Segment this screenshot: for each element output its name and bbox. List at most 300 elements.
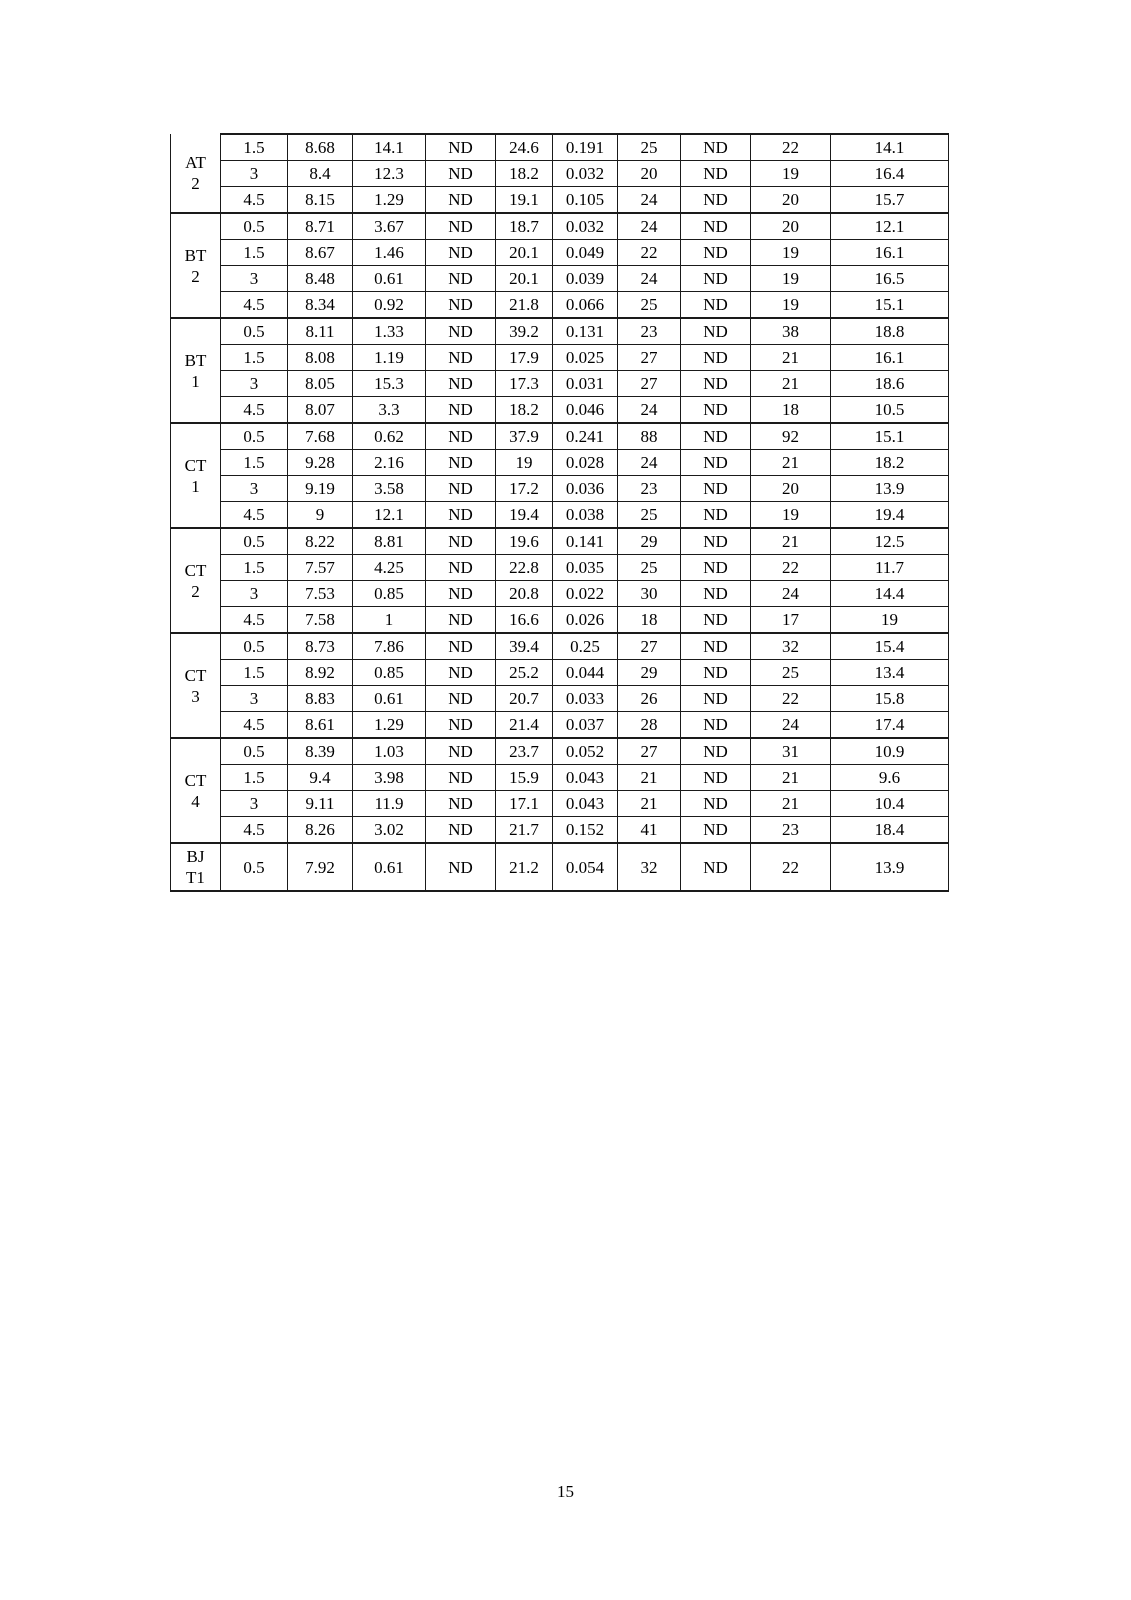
table-cell: 17.2 — [496, 476, 553, 502]
table-cell: 15.3 — [353, 371, 426, 397]
table-cell: 11.9 — [353, 791, 426, 817]
table-cell: ND — [681, 397, 751, 424]
table-cell: 32 — [618, 843, 681, 891]
table-row — [171, 528, 949, 555]
table-cell: 39.2 — [496, 318, 553, 345]
table-cell: 0.022 — [553, 581, 618, 607]
table-cell: 8.81 — [353, 528, 426, 555]
table-cell: ND — [681, 476, 751, 502]
table-cell: 19 — [751, 240, 831, 266]
table-cell: 7.53 — [288, 581, 353, 607]
table-cell: 15.8 — [831, 686, 949, 712]
table-cell: 0.033 — [553, 686, 618, 712]
table-cell: 9.11 — [288, 791, 353, 817]
table-row-group — [171, 423, 949, 528]
table-cell: 26 — [618, 686, 681, 712]
table-cell: 0.043 — [553, 765, 618, 791]
table-cell: 9.4 — [288, 765, 353, 791]
table-row — [171, 266, 949, 292]
table-cell: 0.5 — [221, 528, 288, 555]
table-cell: ND — [426, 371, 496, 397]
table-cell: 24 — [618, 213, 681, 240]
table-cell: 4.5 — [221, 397, 288, 424]
table-cell: 0.025 — [553, 345, 618, 371]
table-cell: 28 — [618, 712, 681, 739]
table-cell: ND — [426, 476, 496, 502]
table-cell: 24 — [751, 712, 831, 739]
table-cell: 0.039 — [553, 266, 618, 292]
table-cell: 0.054 — [553, 843, 618, 891]
table-cell: 12.3 — [353, 161, 426, 187]
table-row — [171, 607, 949, 634]
table-cell: 0.191 — [553, 134, 618, 161]
table-cell: ND — [681, 817, 751, 844]
table-row-group — [171, 213, 949, 318]
table-cell: ND — [426, 581, 496, 607]
table-cell: 15.9 — [496, 765, 553, 791]
table-cell: 22 — [751, 555, 831, 581]
table-cell: 18.2 — [496, 161, 553, 187]
row-group-label: AT 2 — [171, 134, 221, 213]
table-cell: 21 — [751, 765, 831, 791]
table-cell: 23 — [618, 476, 681, 502]
table-cell: ND — [426, 738, 496, 765]
table-cell: ND — [681, 633, 751, 660]
table-cell: 1.29 — [353, 187, 426, 214]
table-cell: 0.052 — [553, 738, 618, 765]
table-cell: 19.6 — [496, 528, 553, 555]
table-cell: 8.83 — [288, 686, 353, 712]
table-cell: 13.9 — [831, 843, 949, 891]
table-cell: ND — [426, 134, 496, 161]
table-cell: 0.035 — [553, 555, 618, 581]
table-cell: 0.152 — [553, 817, 618, 844]
table-cell: 39.4 — [496, 633, 553, 660]
table-cell: ND — [681, 213, 751, 240]
table-cell: ND — [426, 843, 496, 891]
table-cell: ND — [426, 817, 496, 844]
table-cell: 10.9 — [831, 738, 949, 765]
table-cell: ND — [426, 555, 496, 581]
table-cell: ND — [681, 686, 751, 712]
table-cell: ND — [681, 318, 751, 345]
table-cell: 1.5 — [221, 134, 288, 161]
table-row-group — [171, 528, 949, 633]
table-row — [171, 371, 949, 397]
table-cell: 19 — [751, 292, 831, 319]
table-cell: ND — [426, 345, 496, 371]
table-cell: 19.4 — [831, 502, 949, 529]
table-cell: ND — [681, 240, 751, 266]
table-cell: 21 — [618, 791, 681, 817]
table-cell: 24 — [618, 187, 681, 214]
table-row — [171, 213, 949, 240]
table-cell: 8.67 — [288, 240, 353, 266]
table-cell: 0.131 — [553, 318, 618, 345]
table-cell: 9 — [288, 502, 353, 529]
table-row — [171, 161, 949, 187]
table-cell: 3 — [221, 161, 288, 187]
table-cell: ND — [681, 266, 751, 292]
table-cell: 21 — [751, 371, 831, 397]
table-cell: ND — [426, 397, 496, 424]
table-cell: 4.5 — [221, 712, 288, 739]
table-cell: 15.4 — [831, 633, 949, 660]
table-cell: 27 — [618, 738, 681, 765]
table-cell: 29 — [618, 528, 681, 555]
table-cell: 37.9 — [496, 423, 553, 450]
table-cell: 25.2 — [496, 660, 553, 686]
table-cell: 12.1 — [353, 502, 426, 529]
table-cell: ND — [426, 423, 496, 450]
table-cell: 17 — [751, 607, 831, 634]
table-cell: 10.5 — [831, 397, 949, 424]
table-cell: 0.5 — [221, 633, 288, 660]
table-cell: 15.7 — [831, 187, 949, 214]
table-cell: 9.6 — [831, 765, 949, 791]
table-cell: 17.3 — [496, 371, 553, 397]
table-row — [171, 843, 949, 891]
table-cell: 16.4 — [831, 161, 949, 187]
table-cell: ND — [681, 712, 751, 739]
table-cell: 17.4 — [831, 712, 949, 739]
table-cell: ND — [681, 765, 751, 791]
table-cell: 1.5 — [221, 555, 288, 581]
table-cell: 14.4 — [831, 581, 949, 607]
table-row — [171, 686, 949, 712]
table-cell: ND — [681, 791, 751, 817]
table-cell: ND — [681, 660, 751, 686]
page-number: 15 — [557, 1482, 574, 1501]
table-cell: 8.08 — [288, 345, 353, 371]
table-row — [171, 397, 949, 424]
table-cell: ND — [426, 240, 496, 266]
table-cell: 25 — [618, 555, 681, 581]
table-cell: 88 — [618, 423, 681, 450]
table-cell: 4.5 — [221, 502, 288, 529]
table-cell: 1.5 — [221, 240, 288, 266]
table-cell: 18.2 — [831, 450, 949, 476]
table-cell: 13.4 — [831, 660, 949, 686]
table-cell: 0.046 — [553, 397, 618, 424]
table-cell: 29 — [618, 660, 681, 686]
table-row — [171, 712, 949, 739]
table-cell: 0.241 — [553, 423, 618, 450]
table-cell: 31 — [751, 738, 831, 765]
table-cell: 4.25 — [353, 555, 426, 581]
table-row — [171, 581, 949, 607]
table-cell: ND — [681, 738, 751, 765]
table-cell: 8.11 — [288, 318, 353, 345]
table-cell: 1.46 — [353, 240, 426, 266]
table-cell: 0.036 — [553, 476, 618, 502]
table-row — [171, 660, 949, 686]
table-cell: ND — [426, 791, 496, 817]
table-cell: ND — [681, 161, 751, 187]
table-cell: 20 — [751, 213, 831, 240]
table-cell: 4.5 — [221, 607, 288, 634]
table-cell: 3 — [221, 476, 288, 502]
table-row — [171, 318, 949, 345]
row-group-label: CT 1 — [171, 423, 221, 528]
table-cell: ND — [681, 345, 751, 371]
table-cell: 16.6 — [496, 607, 553, 634]
table-cell: ND — [426, 450, 496, 476]
table-cell: 16.1 — [831, 240, 949, 266]
table-cell: 13.9 — [831, 476, 949, 502]
table-cell: 19 — [751, 502, 831, 529]
table-cell: 21 — [618, 765, 681, 791]
row-group-label: BT 1 — [171, 318, 221, 423]
table-cell: 24 — [751, 581, 831, 607]
table-cell: 0.032 — [553, 213, 618, 240]
table-cell: 0.141 — [553, 528, 618, 555]
row-group-label: BJ T1 — [171, 843, 221, 891]
table-row-group — [171, 134, 949, 213]
table-cell: ND — [681, 528, 751, 555]
table-cell: 3.67 — [353, 213, 426, 240]
table-cell: 8.68 — [288, 134, 353, 161]
table-cell: ND — [426, 502, 496, 529]
table-row — [171, 345, 949, 371]
table-cell: 0.5 — [221, 318, 288, 345]
table-cell: 1.03 — [353, 738, 426, 765]
table-cell: 3.98 — [353, 765, 426, 791]
table-cell: 20 — [751, 476, 831, 502]
table-cell: 8.92 — [288, 660, 353, 686]
table-cell: ND — [681, 843, 751, 891]
table-cell: 0.61 — [353, 266, 426, 292]
table-cell: 0.105 — [553, 187, 618, 214]
table-cell: 38 — [751, 318, 831, 345]
table-cell: 23 — [618, 318, 681, 345]
table-cell: ND — [426, 318, 496, 345]
table-cell: 27 — [618, 345, 681, 371]
table-cell: 0.62 — [353, 423, 426, 450]
table-cell: 18.2 — [496, 397, 553, 424]
table-cell: 7.68 — [288, 423, 353, 450]
table-cell: 3.58 — [353, 476, 426, 502]
table-row-group — [171, 843, 949, 891]
table-cell: 22 — [751, 134, 831, 161]
table-cell: 0.85 — [353, 581, 426, 607]
table-cell: 12.1 — [831, 213, 949, 240]
table-row — [171, 817, 949, 844]
table-cell: 20.1 — [496, 240, 553, 266]
table-cell: 24 — [618, 266, 681, 292]
table-row-group — [171, 318, 949, 423]
table-cell: ND — [426, 187, 496, 214]
table-cell: 0.049 — [553, 240, 618, 266]
table-cell: 21.7 — [496, 817, 553, 844]
table-cell: 0.037 — [553, 712, 618, 739]
table-cell: 0.5 — [221, 423, 288, 450]
table-cell: ND — [426, 712, 496, 739]
table-cell: 8.05 — [288, 371, 353, 397]
table-cell: 3 — [221, 791, 288, 817]
table-cell: ND — [681, 371, 751, 397]
table-cell: 19.1 — [496, 187, 553, 214]
table-cell: 19 — [831, 607, 949, 634]
table-cell: 8.22 — [288, 528, 353, 555]
table-cell: 0.5 — [221, 213, 288, 240]
table-cell: 24 — [618, 397, 681, 424]
table-cell: 18.8 — [831, 318, 949, 345]
table-cell: 0.5 — [221, 738, 288, 765]
table-cell: 12.5 — [831, 528, 949, 555]
table-cell: 19 — [751, 266, 831, 292]
table-cell: 25 — [751, 660, 831, 686]
table-row — [171, 187, 949, 214]
table-cell: 8.4 — [288, 161, 353, 187]
table-cell: 11.7 — [831, 555, 949, 581]
table-cell: ND — [681, 134, 751, 161]
table-cell: 3 — [221, 371, 288, 397]
table-cell: 9.28 — [288, 450, 353, 476]
table-cell: 1.29 — [353, 712, 426, 739]
table-cell: 3.3 — [353, 397, 426, 424]
table-cell: 14.1 — [831, 134, 949, 161]
table-cell: 1.33 — [353, 318, 426, 345]
table-cell: 8.34 — [288, 292, 353, 319]
table-cell: 3 — [221, 266, 288, 292]
table-cell: 25 — [618, 292, 681, 319]
table-cell: ND — [681, 555, 751, 581]
table-cell: 8.71 — [288, 213, 353, 240]
table-cell: 8.39 — [288, 738, 353, 765]
table-cell: 20 — [751, 187, 831, 214]
table-cell: 7.92 — [288, 843, 353, 891]
table-cell: 18.7 — [496, 213, 553, 240]
table-cell: 19 — [496, 450, 553, 476]
table-cell: 0.61 — [353, 686, 426, 712]
table-cell: 0.61 — [353, 843, 426, 891]
table-cell: 0.066 — [553, 292, 618, 319]
table-cell: 24 — [618, 450, 681, 476]
table-cell: 1.5 — [221, 660, 288, 686]
table-cell: 4.5 — [221, 187, 288, 214]
table-cell: 17.1 — [496, 791, 553, 817]
table-cell: 3 — [221, 581, 288, 607]
table-cell: 8.48 — [288, 266, 353, 292]
table-row-group — [171, 633, 949, 738]
table-cell: 22 — [618, 240, 681, 266]
table-cell: 0.032 — [553, 161, 618, 187]
table-cell: 20.8 — [496, 581, 553, 607]
table-cell: 20.7 — [496, 686, 553, 712]
row-group-label: CT 2 — [171, 528, 221, 633]
table-cell: 18 — [618, 607, 681, 634]
table-cell: ND — [426, 660, 496, 686]
table-cell: 0.031 — [553, 371, 618, 397]
table-cell: 0.043 — [553, 791, 618, 817]
table-cell: 8.15 — [288, 187, 353, 214]
table-cell: 15.1 — [831, 423, 949, 450]
table-cell: 0.038 — [553, 502, 618, 529]
table-cell: 16.1 — [831, 345, 949, 371]
row-group-label: BT 2 — [171, 213, 221, 318]
table-cell: 21 — [751, 791, 831, 817]
table-cell: 8.07 — [288, 397, 353, 424]
table-cell: 18.4 — [831, 817, 949, 844]
table-cell: 21 — [751, 528, 831, 555]
table-cell: 3.02 — [353, 817, 426, 844]
table-cell: 1 — [353, 607, 426, 634]
table-cell: 0.044 — [553, 660, 618, 686]
row-group-label: CT 3 — [171, 633, 221, 738]
table-cell: 1.5 — [221, 450, 288, 476]
table-cell: ND — [426, 266, 496, 292]
table-cell: ND — [426, 161, 496, 187]
table-cell: 0.5 — [221, 843, 288, 891]
table-cell: ND — [426, 607, 496, 634]
table-cell: 0.25 — [553, 633, 618, 660]
table-cell: 4.5 — [221, 817, 288, 844]
table-cell: 18.6 — [831, 371, 949, 397]
table-row — [171, 134, 949, 161]
table-cell: 0.92 — [353, 292, 426, 319]
table-cell: 9.19 — [288, 476, 353, 502]
table-cell: ND — [426, 292, 496, 319]
table-cell: 24.6 — [496, 134, 553, 161]
table-row — [171, 292, 949, 319]
table-cell: 19 — [751, 161, 831, 187]
table-cell: 16.5 — [831, 266, 949, 292]
row-group-label: CT 4 — [171, 738, 221, 843]
table-cell: ND — [681, 423, 751, 450]
table-row — [171, 423, 949, 450]
table-cell: 21.2 — [496, 843, 553, 891]
table-cell: 20 — [618, 161, 681, 187]
table-row — [171, 765, 949, 791]
table-cell: 14.1 — [353, 134, 426, 161]
table-row-group — [171, 738, 949, 843]
table-row — [171, 450, 949, 476]
table-cell: 20.1 — [496, 266, 553, 292]
table-cell: 15.1 — [831, 292, 949, 319]
table-cell: 19.4 — [496, 502, 553, 529]
table-cell: 22 — [751, 686, 831, 712]
table-cell: 0.85 — [353, 660, 426, 686]
table-cell: ND — [681, 581, 751, 607]
table-row — [171, 633, 949, 660]
table-cell: 92 — [751, 423, 831, 450]
table-cell: 21.8 — [496, 292, 553, 319]
table-cell: 18 — [751, 397, 831, 424]
table-row — [171, 240, 949, 266]
table-cell: 2.16 — [353, 450, 426, 476]
table-cell: 23.7 — [496, 738, 553, 765]
table-cell: 25 — [618, 502, 681, 529]
table-cell: ND — [426, 686, 496, 712]
table-cell: ND — [681, 450, 751, 476]
table-cell: 23 — [751, 817, 831, 844]
table-cell: 8.26 — [288, 817, 353, 844]
table-cell: 25 — [618, 134, 681, 161]
table-cell: 7.57 — [288, 555, 353, 581]
table-cell: 21 — [751, 450, 831, 476]
table-cell: ND — [681, 607, 751, 634]
table-cell: 21 — [751, 345, 831, 371]
table-cell: 27 — [618, 633, 681, 660]
table-cell: 0.028 — [553, 450, 618, 476]
table-cell: ND — [426, 765, 496, 791]
table-cell: 1.19 — [353, 345, 426, 371]
table-row — [171, 555, 949, 581]
table-cell: 30 — [618, 581, 681, 607]
table-cell: 0.026 — [553, 607, 618, 634]
table-cell: 4.5 — [221, 292, 288, 319]
